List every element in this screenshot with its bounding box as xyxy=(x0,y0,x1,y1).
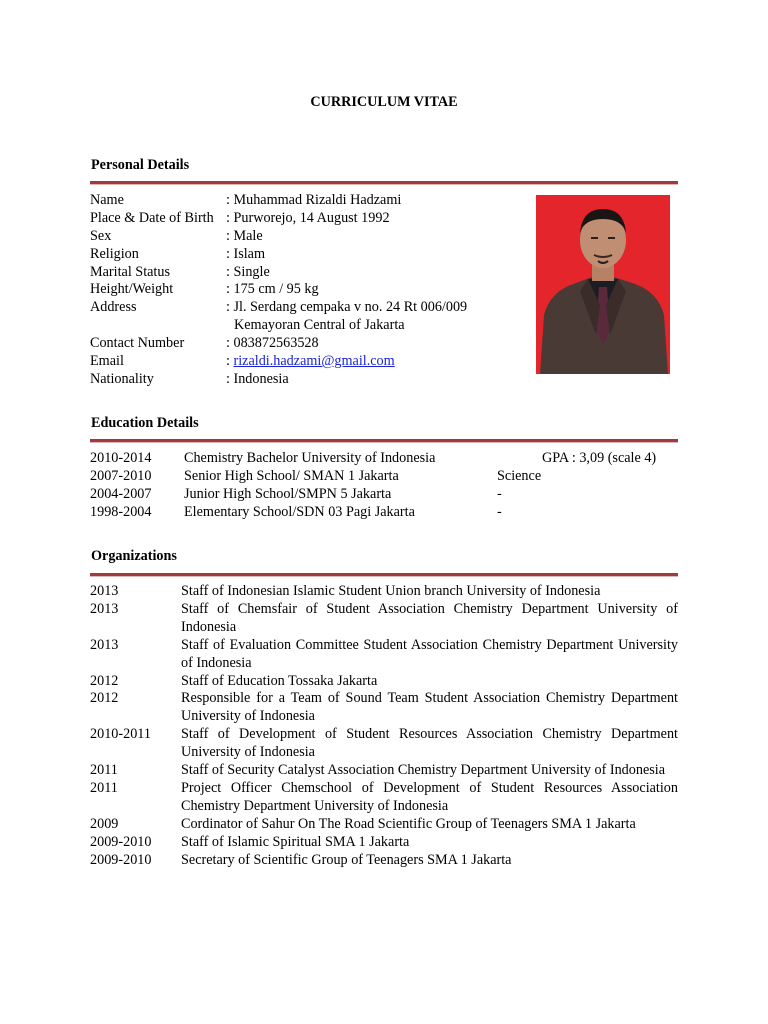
organization-description: Staff of Evaluation Committee Student Association Chemistry Department University of Indonesia xyxy=(181,636,678,671)
organization-row xyxy=(90,816,678,834)
field-label: Religion xyxy=(90,245,139,262)
education-row xyxy=(90,468,678,486)
organization-row xyxy=(90,601,678,637)
field-label: Marital Status xyxy=(90,263,170,280)
organization-description: Secretary of Scientific Group of Teenagers SMA 1 Jakarta xyxy=(181,851,512,868)
organization-year: 2012 xyxy=(90,690,119,707)
organization-description: Cordinator of Sahur On The Road Scientific Group of Teenagers SMA 1 Jakarta xyxy=(181,815,636,832)
organization-year: 2011 xyxy=(90,762,118,779)
field-value: : Single xyxy=(226,263,270,280)
field-value xyxy=(226,353,395,371)
field-value: : Purworejo, 14 August 1992 xyxy=(226,209,390,226)
field-value: : Muhammad Rizaldi Hadzami xyxy=(226,192,402,208)
organization-row xyxy=(90,852,678,870)
organization-description: Staff of Islamic Spiritual SMA 1 Jakarta xyxy=(181,833,410,850)
organization-description: Staff of Chemsfair of Student Association Chemistry Department University of Indonesia xyxy=(181,600,678,635)
education-row xyxy=(90,504,678,522)
field-label: Address xyxy=(90,299,137,316)
education-note: - xyxy=(497,485,502,502)
education-years: 2007-2010 xyxy=(90,467,152,484)
email-link[interactable]: rizaldi.hadzami@gmail.com xyxy=(233,353,395,370)
organization-description: Responsible for a Team of Sound Team Student Association Chemistry Department University of Indonesia xyxy=(181,690,678,725)
field-label: Height/Weight xyxy=(90,281,174,298)
field-label: Nationality xyxy=(90,370,154,387)
education-note: Science xyxy=(497,467,542,484)
organization-description: Staff of Education Tossaka Jakarta xyxy=(181,672,378,689)
organization-year: 2012 xyxy=(90,672,119,689)
profile-photo-illustration xyxy=(536,195,670,374)
organization-row xyxy=(90,637,678,673)
education-school: Elementary School/SDN 03 Pagi Jakarta xyxy=(184,503,415,520)
organizations-heading: Organizations xyxy=(91,548,177,564)
organization-row xyxy=(90,690,678,726)
field-label: Name xyxy=(90,192,124,208)
section-divider xyxy=(90,439,678,443)
education-note: - xyxy=(497,503,502,520)
organization-description: Staff of Indonesian Islamic Student Union branch University of Indonesia xyxy=(181,583,601,599)
organization-row xyxy=(90,726,678,762)
education-row xyxy=(90,486,678,504)
organization-row xyxy=(90,780,678,816)
education-list xyxy=(90,450,678,522)
education-school: Senior High School/ SMAN 1 Jakarta xyxy=(184,467,399,484)
page-title: CURRICULUM VITAE xyxy=(310,94,458,110)
field-label: Email xyxy=(90,353,124,370)
education-years: 2010-2014 xyxy=(90,450,152,466)
field-value: : Jl. Serdang cempaka v no. 24 Rt 006/009 xyxy=(226,299,468,316)
section-divider xyxy=(90,181,678,185)
field-value: : Islam xyxy=(226,245,266,262)
section-divider xyxy=(90,573,678,577)
field-value: Kemayoran Central of Jakarta xyxy=(234,317,405,334)
education-years: 2004-2007 xyxy=(90,485,152,502)
personal-details-heading: Personal Details xyxy=(91,157,190,173)
organization-row xyxy=(90,834,678,852)
organization-year: 2013 xyxy=(90,636,119,653)
field-value: : Male xyxy=(226,227,263,244)
organization-year: 2011 xyxy=(90,779,118,796)
education-details-heading: Education Details xyxy=(91,415,199,431)
organization-year: 2013 xyxy=(90,583,119,599)
organization-description: Project Officer Chemschool of Development of Student Resources Association Chemistry Department University of Indonesia xyxy=(181,779,678,814)
field-label: Place & Date of Birth xyxy=(90,209,214,226)
organization-description: Staff of Security Catalyst Association Chemistry Department University of Indonesia xyxy=(181,762,665,779)
education-school: Chemistry Bachelor University of Indonesia xyxy=(184,450,436,466)
organization-year: 2009-2010 xyxy=(90,851,152,868)
field-value: : 083872563528 xyxy=(226,335,319,352)
education-gpa: GPA : 3,09 (scale 4) xyxy=(542,450,657,466)
education-school: Junior High School/SMPN 5 Jakarta xyxy=(184,485,392,502)
organization-year: 2009 xyxy=(90,815,119,832)
organizations-list xyxy=(90,583,678,870)
field-label: Contact Number xyxy=(90,335,185,352)
email-prefix: : xyxy=(226,353,234,370)
organization-row xyxy=(90,583,678,601)
profile-photo xyxy=(536,195,670,374)
field-value: : Indonesia xyxy=(226,370,289,387)
education-row xyxy=(90,450,678,468)
field-label: Sex xyxy=(90,227,112,244)
organization-row xyxy=(90,762,678,780)
organization-year: 2009-2010 xyxy=(90,833,152,850)
organization-row xyxy=(90,673,678,691)
education-years: 1998-2004 xyxy=(90,503,152,520)
organization-year: 2013 xyxy=(90,600,119,617)
organization-year: 2010-2011 xyxy=(90,726,151,743)
field-value: : 175 cm / 95 kg xyxy=(226,281,319,298)
organization-description: Staff of Development of Student Resources Association Chemistry Department University of Indonesia xyxy=(181,726,678,761)
